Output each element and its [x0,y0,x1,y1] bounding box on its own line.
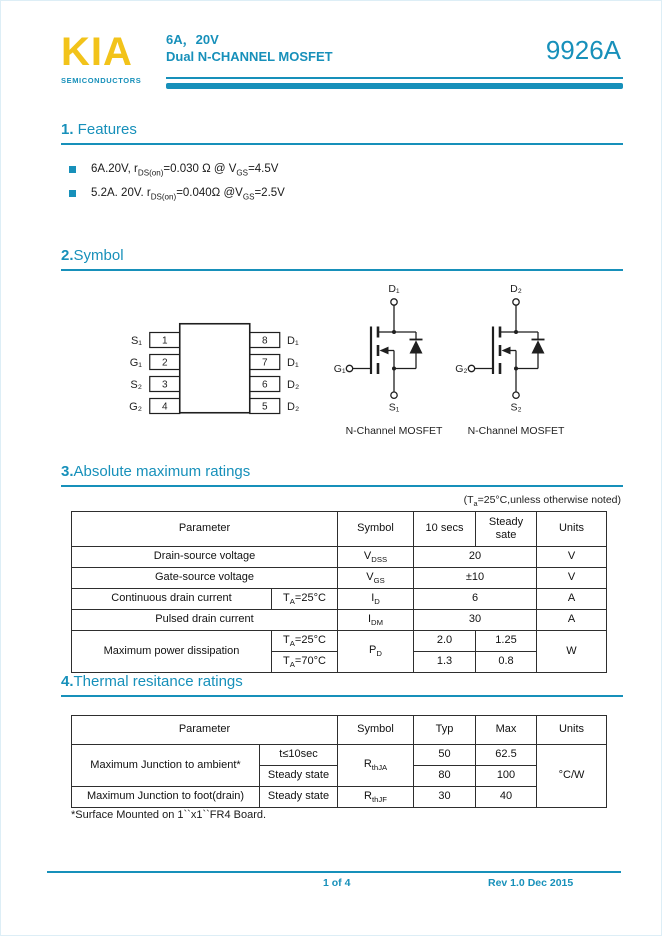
body-diode-icon [410,340,423,353]
drain-terminal [391,299,397,305]
symbol-cell: $I_{DM}$ [338,610,414,631]
symbol-cell: $R_{thJF}$ [338,787,414,808]
param-cell: Maximum Junction to foot(drain) [72,787,260,808]
header-accent-bar [166,83,623,89]
value-cell: ±10 [414,568,537,589]
col-header-max: Max [476,716,537,745]
abs-max-table [71,511,607,673]
condition-cell: Steady state [260,787,338,808]
pin-number: 1 [161,335,168,347]
section-number: 1. [61,121,74,138]
drain-label: D₁ [388,283,400,295]
value-cell: 1.3 [414,652,476,673]
feature-text: 5.2A. 20V. $r_{DS(on)}=0.040\Omega$ $@V_{GS}=2.5V$ [91,187,285,202]
pin-label: D₂ [287,401,300,413]
param-cell: Maximum power dissipation [72,631,272,673]
param-cell: Continuous drain current [72,589,272,610]
symbol-cell: $V_{DSS}$ [338,547,414,568]
max-cell: 40 [476,787,537,808]
logo-subtitle: SEMICONDUCTORS [61,76,142,85]
section-title: Symbol [73,247,124,264]
table-row [72,568,607,589]
mosfet-caption: N-Channel MOSFET [467,425,565,437]
source-terminal [391,392,397,398]
param-cell: Pulsed drain current [72,610,338,631]
page-number: 1 of 4 [323,877,351,889]
units-cell: A [537,589,607,610]
gate-label: G₂ [455,363,468,375]
condition-cell: $T_A=25^\circ C$ [272,631,338,652]
value-cell: 6 [414,589,537,610]
gate-terminal [468,365,474,371]
value-cell: 20 [414,547,537,568]
pin-label: D₁ [287,357,299,369]
symbol-cell: $V_{GS}$ [338,568,414,589]
product-rating-line: 6A，20V [166,32,219,47]
table-row [72,589,607,610]
section-heading-abs-max [61,463,623,487]
thermal-table [71,715,607,808]
pin-label: G₁ [129,357,142,369]
value-cell: 2.0 [414,631,476,652]
header-thin-rule [166,77,623,79]
pin-label: D₁ [287,335,299,347]
typ-cell: 30 [414,787,476,808]
col-header-units: Units [537,716,607,745]
max-cell: 100 [476,766,537,787]
col-header-typ: Typ [414,716,476,745]
max-cell: 62.5 [476,745,537,766]
pin-label: D₂ [287,379,300,391]
table-row [72,631,607,652]
col-header-10secs: 10 secs [414,512,476,547]
condition-cell: $T_A=70^\circ C$ [272,652,338,673]
typ-cell: 80 [414,766,476,787]
part-number: 9926A [545,35,621,65]
footnote: *Surface Mounted on 1``x1``FR4 Board. [71,809,267,821]
pin-number: 5 [261,401,268,413]
product-type-line: Dual N-CHANNEL MOSFET [166,49,333,64]
symbol-cell: $P_D$ [338,631,414,673]
feature-item [69,187,609,201]
gate-terminal [346,365,352,371]
feature-list [69,163,609,212]
title-block [166,31,623,89]
section-heading-features [61,121,623,145]
pin-number: 7 [261,357,268,369]
pin-number: 6 [261,379,268,391]
table-row [72,745,607,766]
section-number: 3. [61,463,74,480]
pin-number: 2 [161,357,168,369]
pin-number: 8 [261,335,268,347]
section-number: 4. [61,673,74,690]
col-header-units: Units [537,512,607,547]
section-title: Features [73,121,137,138]
mosfet-symbol-2 [456,282,576,414]
value-cell: 1.25 [476,631,537,652]
pin-diagram [109,319,314,431]
units-cell: °C/W [537,745,607,808]
col-header-symbol: Symbol [338,512,414,547]
section-title: Thermal resitance ratings [73,673,243,690]
symbol-cell: $R_{thJA}$ [338,745,414,787]
units-cell: W [537,631,607,673]
drain-terminal [513,299,519,305]
param-cell: Maximum Junction to ambient* [72,745,260,787]
param-cell: Drain-source voltage [72,547,338,568]
units-cell: V [537,568,607,589]
source-label: S₁ [388,401,400,414]
pin-label: S₂ [130,379,142,391]
pin-number: 3 [161,379,168,391]
source-label: S₂ [510,401,522,414]
drain-label: D₂ [510,283,522,295]
kia-logo: KIA [61,30,133,74]
feature-text: 6A.20V, $r_{DS(on)}=0.030$ Ω @ $V_{GS}=4.5V$ [91,163,279,178]
units-cell: V [537,547,607,568]
section-heading-thermal [61,673,623,697]
pin-label: S₁ [130,335,142,347]
footer-rule [47,871,621,873]
substrate-arrow-icon [502,347,511,355]
section-heading-symbol [61,247,623,271]
pin-label: G₂ [129,401,142,413]
body-diode-icon [532,340,545,353]
package-body [180,324,250,413]
col-header-symbol: Symbol [338,716,414,745]
table-header-row [72,716,607,745]
revision-label: Rev 1.0 Dec 2015 [488,877,574,889]
condition-cell: Steady state [260,766,338,787]
pin-number: 4 [161,401,168,413]
header [61,31,623,89]
substrate-arrow-icon [380,347,389,355]
table-row [72,547,607,568]
feature-item [69,163,609,177]
bullet-icon [69,190,76,197]
param-cell: Gate-source voltage [72,568,338,589]
col-header-steady: Steady sate [476,512,537,547]
gate-label: G₁ [333,363,346,375]
table-row [72,610,607,631]
value-cell: 0.8 [476,652,537,673]
symbol-cell: $I_D$ [338,589,414,610]
table-header-row [72,512,607,547]
condition-cell: $T_A=25^\circ C$ [272,589,338,610]
section-title: Absolute maximum ratings [73,463,251,480]
bullet-icon [69,166,76,173]
section-number: 2. [61,247,74,264]
mosfet-caption: N-Channel MOSFET [345,425,443,437]
units-cell: A [537,610,607,631]
col-header-parameter: Parameter [72,716,338,745]
typ-cell: 50 [414,745,476,766]
col-header-parameter: Parameter [72,512,338,547]
condition-cell: t≤10sec [260,745,338,766]
mosfet-symbol-1 [334,282,454,414]
table-row [72,787,607,808]
table-condition-note: ($T_a=25^\circ C,unless$ otherwise noted) [463,494,621,509]
source-terminal [513,392,519,398]
logo-block [61,31,166,89]
value-cell: 30 [414,610,537,631]
